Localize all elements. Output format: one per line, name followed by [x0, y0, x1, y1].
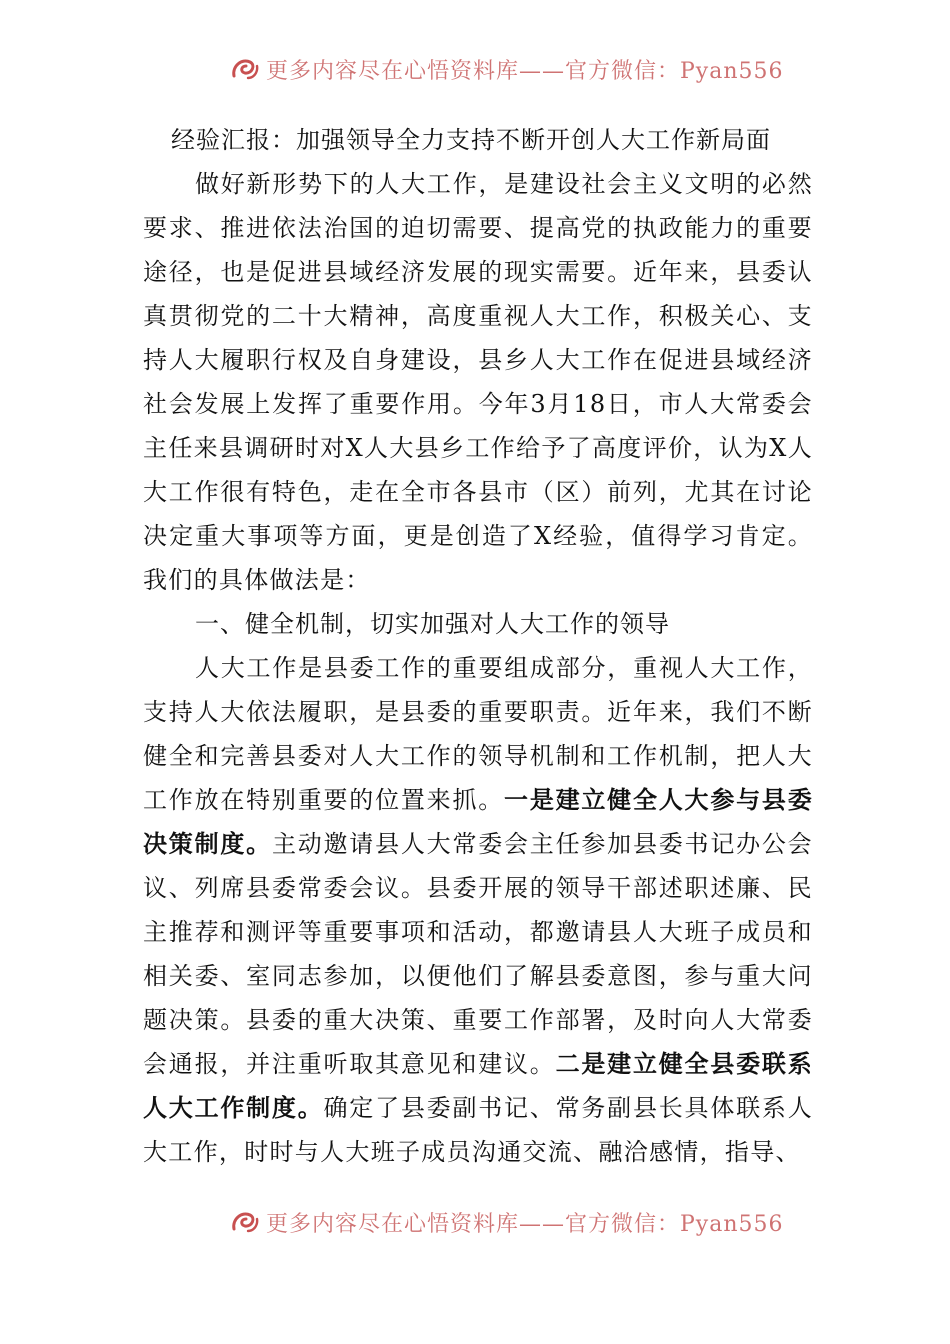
point-1-text: 主动邀请县人大常委会主任参加县委书记办公会议、列席县委常委会议。县委开展的领导干部述职述廉、民主推荐和测评等重要事项和活动，都邀请县人大班子成员和相关委、室同志参加，以便他们了解县委意图，参与重大问题决策。县委的重大决策、重要工作部署，及时向人大常委会通报，并注重听取其意见和建议。: [143, 830, 813, 1078]
document-title: 经验汇报：加强领导全力支持不断开创人大工作新局面: [171, 126, 771, 154]
section-1-text: 人大工作是县委工作的重要组成部分，重视人大工作，支持人大依法履职，是县委的重要职责。近年来，我们不断健全和完善县委对人大工作的领导机制和工作机制，把人大工作放在特别重要的位置来抓。: [143, 654, 813, 814]
watermark-text: 更多内容尽在心悟资料库——官方微信：Pyan556: [266, 1211, 784, 1237]
section-1-heading: 一、健全机制，切实加强对人大工作的领导: [195, 610, 670, 638]
document-body: [143, 118, 813, 1174]
red-swirl-logo-icon: [230, 1209, 260, 1235]
red-swirl-logo-icon: [230, 56, 260, 82]
section-1-paragraph: [143, 646, 813, 1174]
point-2-text: 确定了县委副书记、常务副县长具体联系人大工作，时时与人大班子成员沟通交流、融洽感情，指导、: [143, 1094, 813, 1166]
intro-paragraph: 做好新形势下的人大工作，是建设社会主义文明的必然要求、推进依法治国的迫切需要、提高党的执政能力的重要途径，也是促进县域经济发展的现实需要。近年来，县委认真贯彻党的二十大精神，高度重视人大工作，积极关心、支持人大履职行权及自身建设，县乡人大工作在促进县域经济社会发展上发挥了重要作用。今年3月18日，市人大常委会主任来县调研时对X人大县乡工作给予了高度评价，认为X人大工作很有特色，走在全市各县市（区）前列，尤其在讨论决定重大事项等方面，更是创造了X经验，值得学习肯定。我们的具体做法是：: [143, 170, 813, 594]
point-2-heading: 二是建立健全县委联系人大工作制度。: [143, 1050, 813, 1122]
watermark-text: 更多内容尽在心悟资料库——官方微信：Pyan556: [266, 58, 784, 84]
watermark-banner-top: [230, 53, 784, 85]
point-1-heading: 一是建立健全人大参与县委决策制度。: [143, 786, 813, 858]
watermark-banner-bottom: [230, 1206, 784, 1238]
